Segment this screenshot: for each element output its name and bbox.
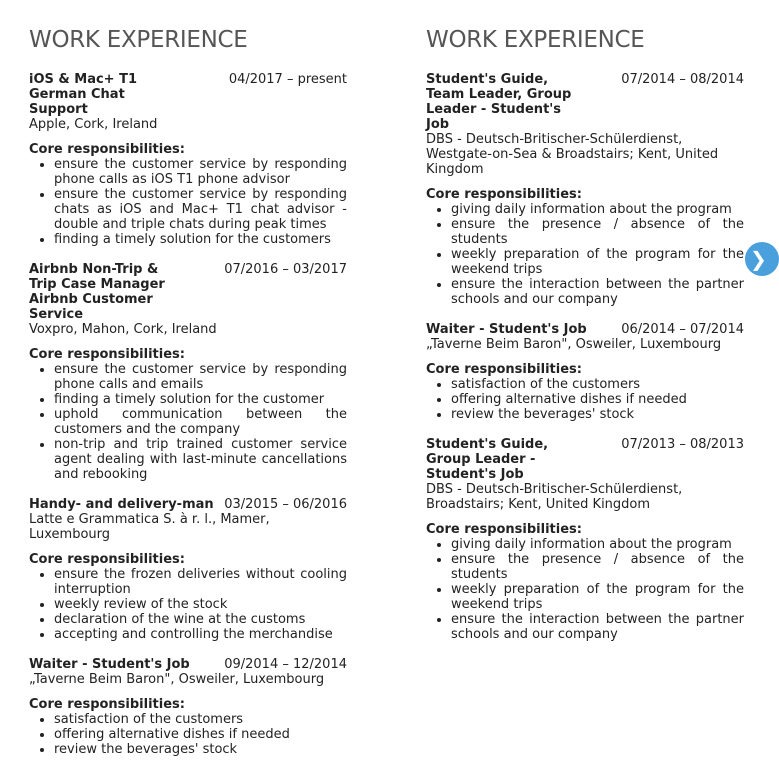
section-heading: WORK EXPERIENCE	[426, 27, 645, 53]
job-dates: 06/2014 – 07/2014	[621, 322, 744, 337]
job-company: Latte e Grammatica S. à r. l., Mamer, Luxembourg	[29, 512, 270, 542]
responsibilities-list	[29, 362, 347, 482]
left-column	[29, 26, 347, 772]
job-entry	[29, 497, 347, 642]
chevron-right-icon: ❯	[750, 247, 767, 271]
responsibilities-list	[426, 377, 744, 422]
list-item: • weekly preparation of the program for the weekend trips	[451, 582, 744, 612]
job-title: Handy- and delivery-man	[29, 497, 214, 512]
list-item: • weekly preparation of the program for the weekend trips	[451, 247, 744, 277]
responsibilities-label: Core responsibilities:	[29, 347, 185, 362]
list-item: • ensure the customer service by responding phone calls and emails	[54, 362, 347, 392]
list-item: • non-trip and trip trained customer service agent dealing with last-minute cancellations and rebooking	[54, 437, 347, 482]
job-title: Airbnb Non-Trip & Trip Case Manager Airbnb Customer Service	[29, 262, 165, 322]
job-entry	[426, 437, 744, 642]
job-dates: 03/2015 – 06/2016	[224, 497, 347, 512]
list-item: • ensure the presence / absence of the students	[451, 217, 744, 247]
list-item: • accepting and controlling the merchandise	[54, 627, 347, 642]
list-item: • weekly review of the stock	[54, 597, 347, 612]
list-item: • ensure the interaction between the partner schools and our company	[451, 612, 744, 642]
job-company: Voxpro, Mahon, Cork, Ireland	[29, 322, 217, 337]
job-title: Student's Guide, Group Leader - Student's Job	[426, 437, 549, 482]
job-title: iOS & Mac+ T1 German Chat Support	[29, 72, 138, 117]
job-company: „Taverne Beim Baron", Osweiler, Luxembourg	[29, 672, 325, 687]
right-column	[426, 26, 744, 657]
job-dates: 07/2014 – 08/2014	[621, 72, 744, 87]
list-item: • finding a timely solution for the customer	[54, 392, 347, 407]
list-item: • declaration of the wine at the customs	[54, 612, 347, 627]
list-item: • satisfaction of the customers	[54, 712, 347, 727]
job-company: DBS - Deutsch-Britischer-Schülerdienst, Westgate-on-Sea & Broadstairs; Kent, United Kingdom	[426, 132, 719, 177]
job-company: Apple, Cork, Ireland	[29, 117, 158, 132]
list-item: • giving daily information about the program	[451, 537, 744, 552]
list-item: • satisfaction of the customers	[451, 377, 744, 392]
job-dates: 07/2013 – 08/2013	[621, 437, 744, 452]
responsibilities-list	[426, 202, 744, 307]
job-dates: 09/2014 – 12/2014	[224, 657, 347, 672]
responsibilities-list	[29, 157, 347, 247]
list-item: • ensure the interaction between the partner schools and our company	[451, 277, 744, 307]
responsibilities-label: Core responsibilities:	[29, 697, 185, 712]
job-entry	[426, 72, 744, 307]
responsibilities-label: Core responsibilities:	[426, 362, 582, 377]
section-heading: WORK EXPERIENCE	[29, 27, 248, 53]
list-item: • ensure the customer service by responding phone calls as iOS T1 phone advisor	[54, 157, 347, 187]
job-dates: 04/2017 – present	[228, 72, 347, 87]
job-title: Waiter - Student's Job	[426, 322, 587, 337]
job-entry	[29, 657, 347, 757]
responsibilities-label: Core responsibilities:	[29, 552, 185, 567]
list-item: • finding a timely solution for the customers	[54, 232, 347, 247]
list-item: • review the beverages' stock	[54, 742, 347, 757]
responsibilities-list	[29, 712, 347, 757]
responsibilities-label: Core responsibilities:	[426, 522, 582, 537]
list-item: • ensure the customer service by responding chats as iOS and Mac+ T1 chat advisor - double and triple chats during peak times	[54, 187, 347, 232]
job-dates: 07/2016 – 03/2017	[224, 262, 347, 277]
responsibilities-list	[29, 567, 347, 642]
list-item: • offering alternative dishes if needed	[54, 727, 347, 742]
list-item: • ensure the presence / absence of the students	[451, 552, 744, 582]
list-item: • ensure the frozen deliveries without cooling interruption	[54, 567, 347, 597]
next-page-button[interactable]	[745, 242, 779, 276]
list-item: • review the beverages' stock	[451, 407, 744, 422]
list-item: • offering alternative dishes if needed	[451, 392, 744, 407]
job-entry	[426, 322, 744, 422]
job-company: DBS - Deutsch-Britischer-Schülerdienst, Broadstairs; Kent, United Kingdom	[426, 482, 683, 512]
list-item: • giving daily information about the program	[451, 202, 744, 217]
responsibilities-label: Core responsibilities:	[426, 187, 582, 202]
list-item: • uphold communication between the customers and the company	[54, 407, 347, 437]
job-company: „Taverne Beim Baron", Osweiler, Luxembourg	[426, 337, 722, 352]
job-title: Student's Guide, Team Leader, Group Leader - Student's Job	[426, 72, 572, 132]
job-entry	[29, 72, 347, 247]
job-entry	[29, 262, 347, 482]
responsibilities-label: Core responsibilities:	[29, 142, 185, 157]
responsibilities-list	[426, 537, 744, 642]
job-title: Waiter - Student's Job	[29, 657, 190, 672]
